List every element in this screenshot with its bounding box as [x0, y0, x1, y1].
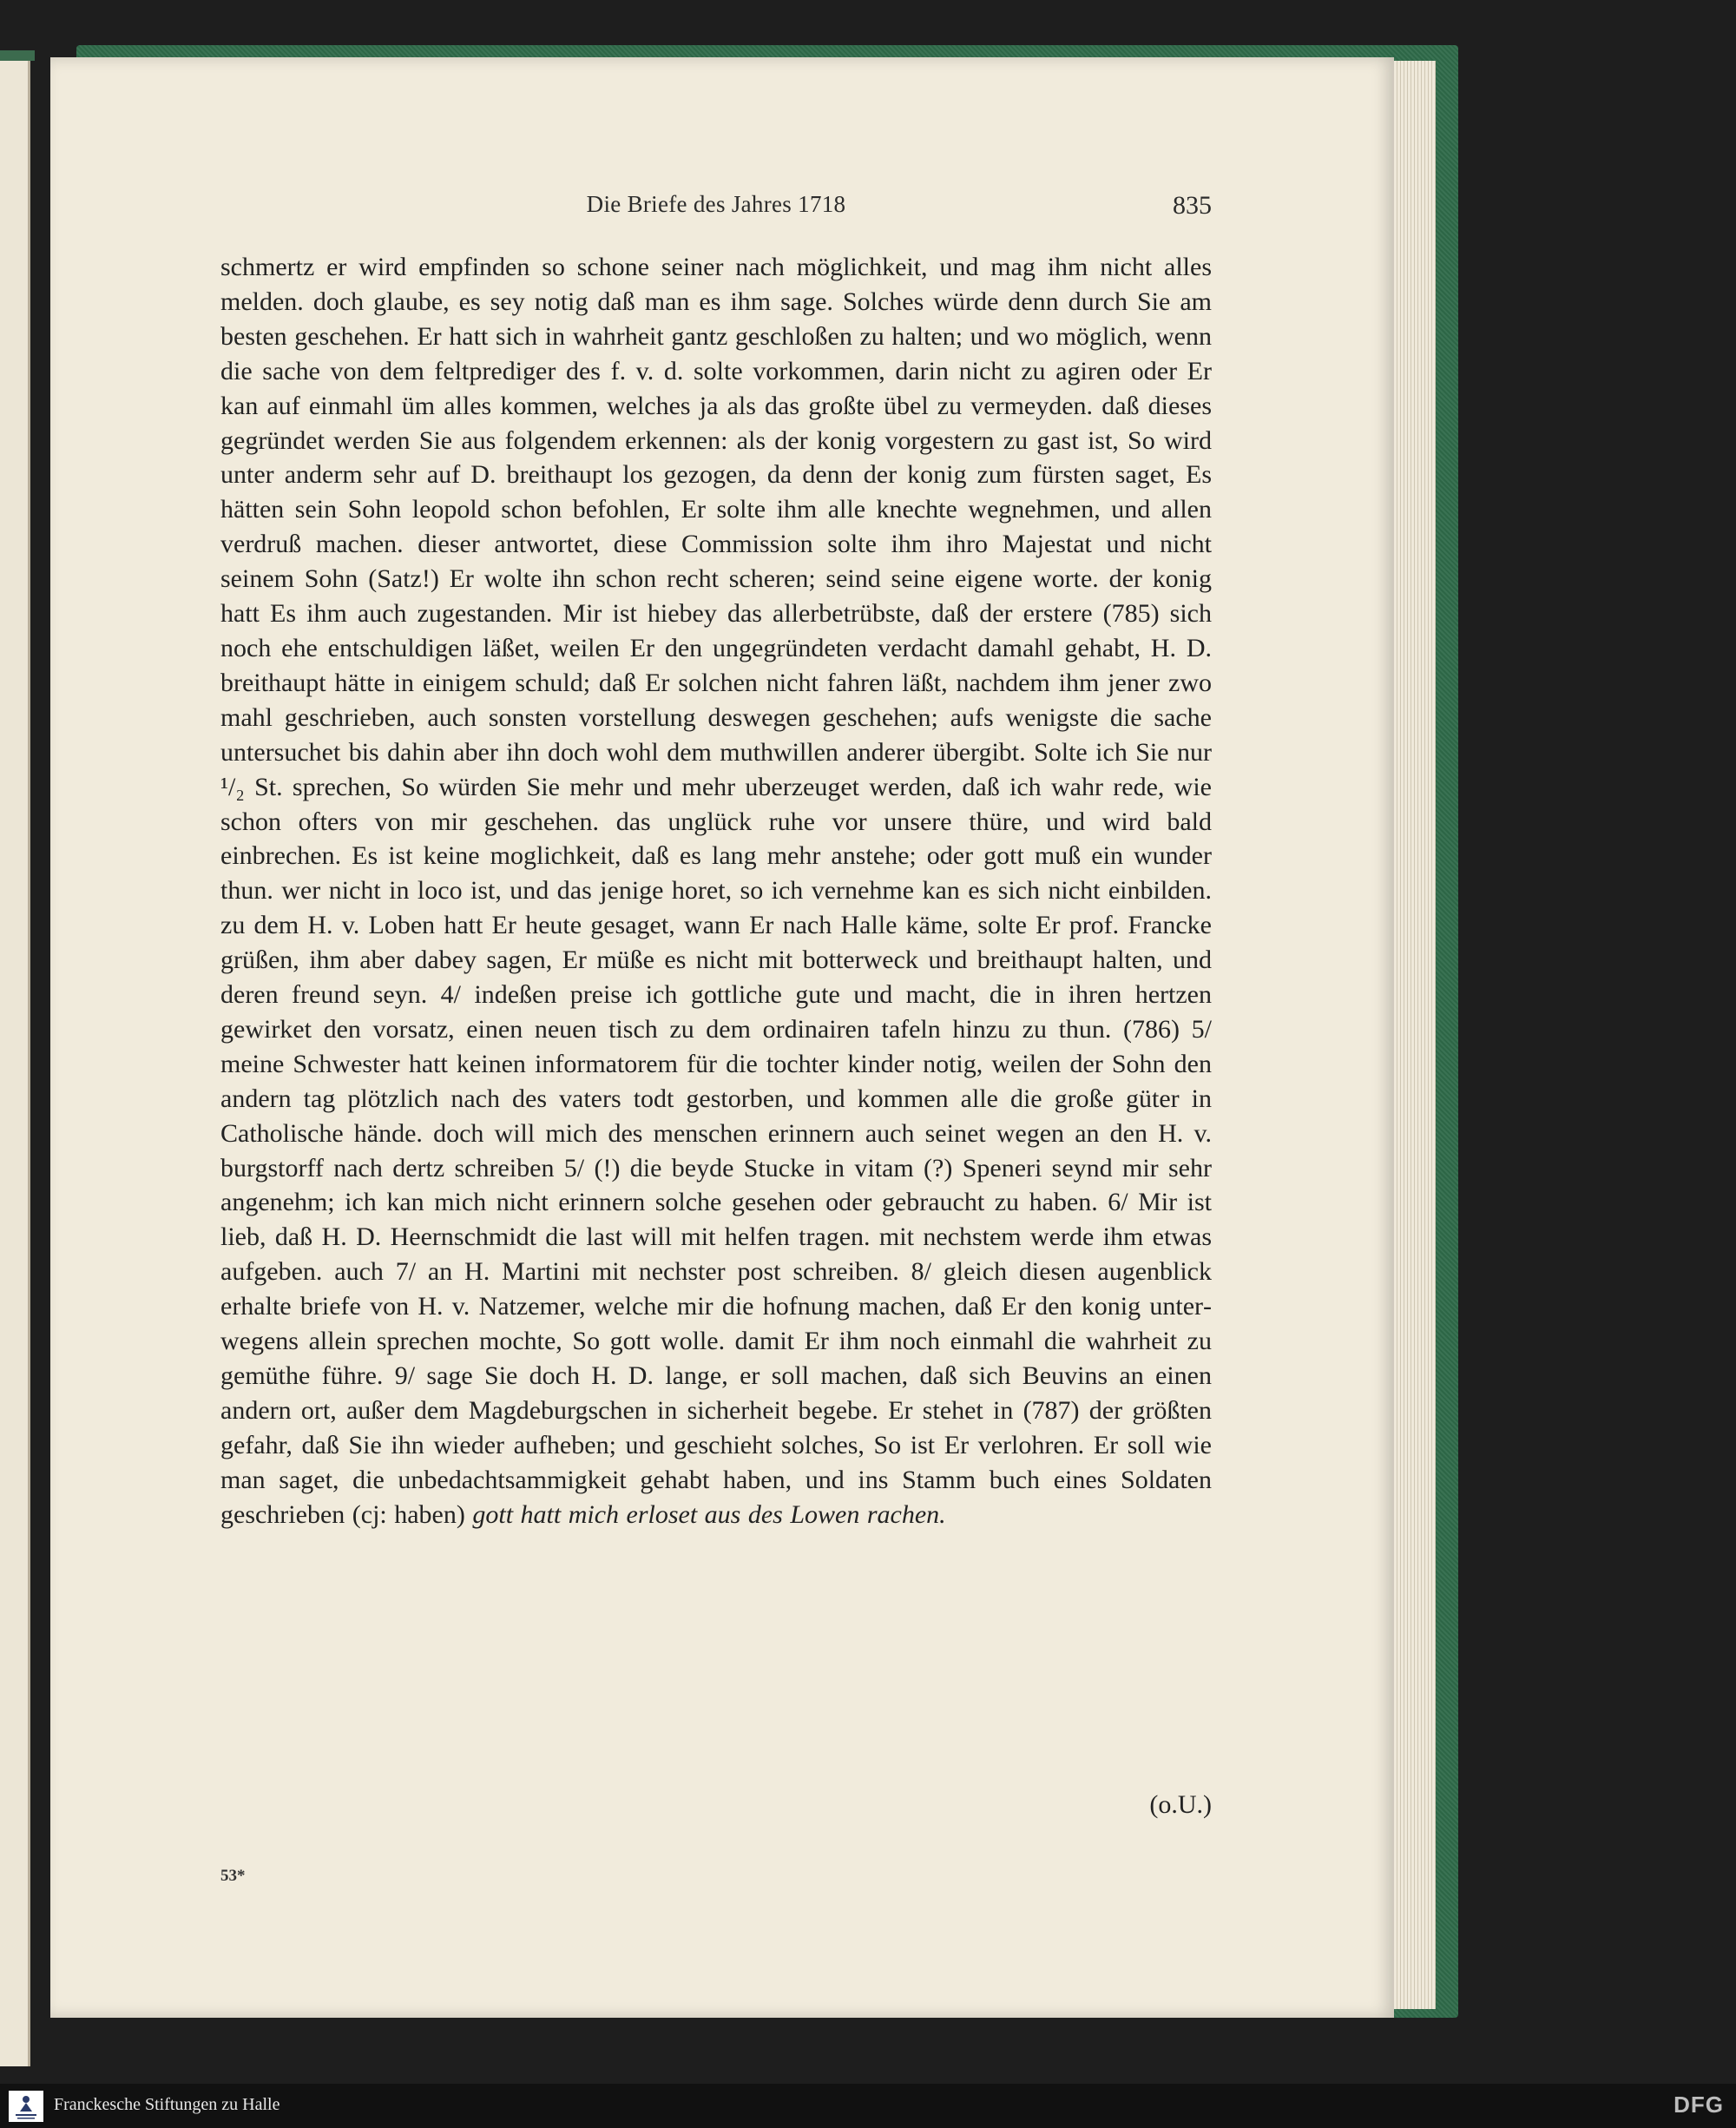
page-edges — [1387, 61, 1436, 2009]
footer-institution-link[interactable]: Franckesche Stiftungen zu Halle — [54, 2095, 280, 2114]
page-number: 835 — [1173, 191, 1212, 220]
letter-body — [220, 250, 1212, 1532]
institution-logo-icon — [9, 2091, 43, 2122]
letter-paragraph: schmertz er wird empfinden so schone seiner nach möglichkeit, und mag ihm nicht alles melden. doch glaube, es sey notig daß man es ihm sage. Solches würde denn durch Sie am besten geschehen. Er hatt sich in wahrheit gantz geschloßen zu halten; und wo möglich, wenn die sache von dem feltprediger des f. v. d. solte vorkommen, darin nicht zu agiren oder Er kan auf einmahl üm alles kommen, welches ja als das großte übel zu vermeyden. daß dieses gegründet werden Sie aus folgendem erkennen: als der konig vorgestern zu gast ist, So wird unter anderm sehr auf D. breithaupt los gezogen, da denn der konig zum fürsten saget, Es hätten sein Sohn leopold schon befohlen, Er solte ihm alle knechte wegnehmen, und allen verdruß machen. dieser antwortet, diese Commission solte ihm ihro Majestat und nicht seinem Sohn (Satz!) Er wolte ihn schon recht scheren; seind seine eigene worte. der konig hatt Es ihm auch zugestanden. Mir ist hiebey das allerbetrübste, daß der erstere (785) sich noch ehe entschuldigen läßet, weilen Er den ungegründeten verdacht damahl gehabt, H. D. breithaupt hätte in einigem schuld; daß Er solchen nicht fahren läßt, nachdem ihm jener zwo mahl geschrieben, auch sonsten vorstellung deswegen geschehen; aufs wenigste die sache untersuchet bis dahin aber ihn doch wohl dem muthwillen anderer übergibt. Solte ich Sie nur ¹/₂ St. sprechen, So würden Sie mehr und mehr uberzeuget werden, daß ich wahr rede, wie schon ofters von mir geschehen. das unglück ruhe vor unsere thüre, und wird bald einbrechen. Es ist keine moglichkeit, daß es lang mehr anstehe; oder gott muß ein wunder thun. wer nicht in loco ist, und das jenige horet, so ich vernehme kan es sich nicht einbilden. zu dem H. v. Loben hatt Er heute gesaget, wann Er nach Halle käme, solte Er prof. Francke grüßen, ihm aber dabey sagen, Er müße es nicht mit botterweck und breithaupt halten, und deren freund seyn. 4/ indeßen preise ich gottliche gute und macht, die in ihren hertzen gewirket den vorsatz, einen neuen tisch zu dem ordinairen tafeln hinzu zu thun. (786) 5/ meine Schwester hatt keinen informatorem für die tochter kinder notig, weilen der Sohn den andern tag plötzlich nach des vaters todt gestorben, und kommen alle die große güter in Catholische hände. doch will mich des menschen erinnern auch seinet wegen an den H. v. burgstorff nach dertz schreiben 5/ (!) die beyde Stucke in vitam (?) Speneri seynd mir sehr angenehm; ich kan mich nicht erinnern solche gesehen oder gebraucht zu haben. 6/ Mir ist lieb, daß H. D. Heernschmidt die last will mit helfen tragen. mit nechstem werde ihm etwas aufgeben. auch 7/ an H. Martini mit nechster post schreiben. 8/ gleich diesen augenblick erhalte briefe von H. v. Natzemer, welche mir die hofnung machen, daß Er den konig unterwegens allein sprechen mochte, So gott wolle. damit Er ihm noch einmahl die wahrheit zu gemüthe führe. 9/ sage Sie doch H. D. lange, er soll machen, daß sich Beuvins an einen andern ort, außer dem Magdeburgschen in sicherheit begebe. Er stehet in (787) der größten gefahr, daß Sie ihn wieder aufheben; und geschieht solches, So ist Er verlohren. Er soll wie man saget, die unbedachtsammigkeit gehabt haben, und ins Stamm buch eines Soldaten geschrieben (cj: haben) gott hatt mich erloset aus des Lowen rachen. — [220, 253, 1212, 1529]
signature-note: (o.U.) — [1149, 1790, 1212, 1819]
left-page-edge — [0, 61, 30, 2066]
book-page — [50, 57, 1394, 2018]
left-cover-edge — [0, 50, 35, 61]
running-title: Die Briefe des Jahres 1718 — [586, 191, 846, 217]
page-header — [220, 191, 1212, 226]
signature-mark: 53* — [220, 1867, 246, 1885]
dfg-logo: DFG — [1674, 2092, 1724, 2118]
footer-bar — [0, 2084, 1736, 2128]
